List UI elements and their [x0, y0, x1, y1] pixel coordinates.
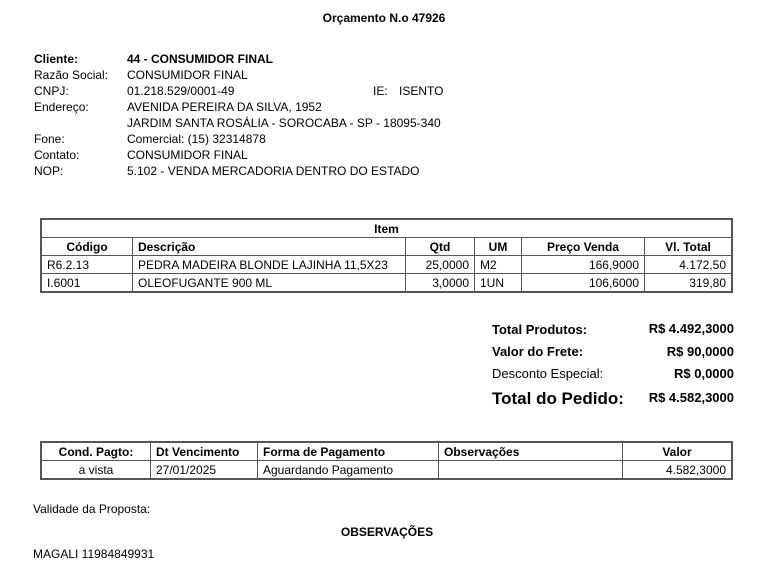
- ie-label: IE:: [373, 84, 388, 98]
- cell-cond-pagto: a vista: [41, 461, 151, 480]
- total-produtos-label: Total Produtos:: [492, 322, 588, 337]
- total-produtos-row: [492, 321, 734, 343]
- col-header-forma-pagamento: Forma de Pagamento: [258, 442, 439, 461]
- cnpj-value: [127, 83, 444, 99]
- items-table: [40, 218, 733, 293]
- frete-row: [492, 343, 734, 365]
- contato-label: Contato:: [34, 148, 80, 162]
- total-pedido-label: Total do Pedido:: [492, 389, 624, 408]
- fone-label: Fone:: [34, 132, 65, 146]
- col-header-descricao: Descrição: [133, 238, 406, 256]
- endereco-line2: JARDIM SANTA ROSÁLIA - SOROCABA - SP - 18095-340: [127, 116, 441, 130]
- client-value: 44 - CONSUMIDOR FINAL: [127, 52, 274, 66]
- ie-value: ISENTO: [399, 84, 444, 98]
- cell-qtd: 3,0000: [406, 274, 475, 293]
- table-row: [41, 274, 732, 293]
- cell-um: M2: [475, 256, 522, 274]
- cell-total: 319,80: [645, 274, 733, 293]
- total-produtos-value: R$ 4.492,3000: [648, 321, 734, 336]
- cell-preco: 106,6000: [522, 274, 645, 293]
- desconto-row: [492, 365, 734, 387]
- cell-vencimento: 27/01/2025: [151, 461, 258, 480]
- col-header-preco: Preço Venda: [522, 238, 645, 256]
- nop-value: 5.102 - VENDA MERCADORIA DENTRO DO ESTADO: [127, 164, 420, 178]
- payment-table: [40, 441, 733, 480]
- endereco-label: Endereço:: [34, 100, 89, 114]
- total-pedido-row: [492, 387, 734, 411]
- col-header-um: UM: [475, 238, 522, 256]
- items-group-header: Item: [41, 219, 732, 238]
- cnpj-label: CNPJ:: [34, 84, 69, 98]
- cell-valor: 4.582,3000: [623, 461, 733, 480]
- items-header-row: [41, 238, 732, 256]
- razao-label: Razão Social:: [34, 68, 109, 82]
- cell-total: 4.172,50: [645, 256, 733, 274]
- razao-value: CONSUMIDOR FINAL: [127, 68, 248, 82]
- cnpj-number: 01.218.529/0001-49: [127, 84, 235, 98]
- cell-preco: 166,9000: [522, 256, 645, 274]
- client-label: Cliente:: [34, 52, 79, 66]
- col-header-qtd: Qtd: [406, 238, 475, 256]
- table-row: [41, 256, 732, 274]
- observacoes-text: MAGALI 11984849931: [33, 547, 155, 561]
- col-header-codigo: Código: [41, 238, 133, 256]
- desconto-value: R$ 0,0000: [674, 366, 734, 381]
- frete-label: Valor do Frete:: [492, 344, 584, 359]
- col-header-cond-pagto: Cond. Pagto:: [41, 442, 151, 461]
- cell-forma-pagamento: Aguardando Pagamento: [258, 461, 439, 480]
- totals-block: [492, 321, 734, 411]
- cell-descricao: PEDRA MADEIRA BLONDE LAJINHA 11,5X23: [133, 256, 406, 274]
- observacoes-title: OBSERVAÇÕES: [340, 525, 434, 539]
- fone-value: Comercial: (15) 32314878: [127, 132, 266, 146]
- contato-value: CONSUMIDOR FINAL: [127, 148, 248, 162]
- col-header-vencimento: Dt Vencimento: [151, 442, 258, 461]
- total-pedido-value: R$ 4.582,3000: [648, 390, 734, 405]
- cell-descricao: OLEOFUGANTE 900 ML: [133, 274, 406, 293]
- col-header-observacoes: Observações: [439, 442, 623, 461]
- nop-label: NOP:: [34, 164, 64, 178]
- cell-qtd: 25,0000: [406, 256, 475, 274]
- col-header-valor: Valor: [623, 442, 733, 461]
- endereco-line1: AVENIDA PEREIRA DA SILVA, 1952: [127, 100, 322, 114]
- frete-value: R$ 90,0000: [666, 344, 734, 359]
- cell-observacoes: [439, 461, 623, 480]
- page-title: Orçamento N.o 47926: [322, 11, 446, 25]
- validade-label: Validade da Proposta:: [33, 502, 151, 516]
- table-row: [41, 461, 732, 480]
- cell-um: 1UN: [475, 274, 522, 293]
- items-group-header-row: [41, 219, 732, 238]
- col-header-total: Vl. Total: [645, 238, 733, 256]
- payment-header-row: [41, 442, 732, 461]
- cell-codigo: I.6001: [41, 274, 133, 293]
- desconto-label: Desconto Especial:: [492, 366, 604, 381]
- cell-codigo: R6.2.13: [41, 256, 133, 274]
